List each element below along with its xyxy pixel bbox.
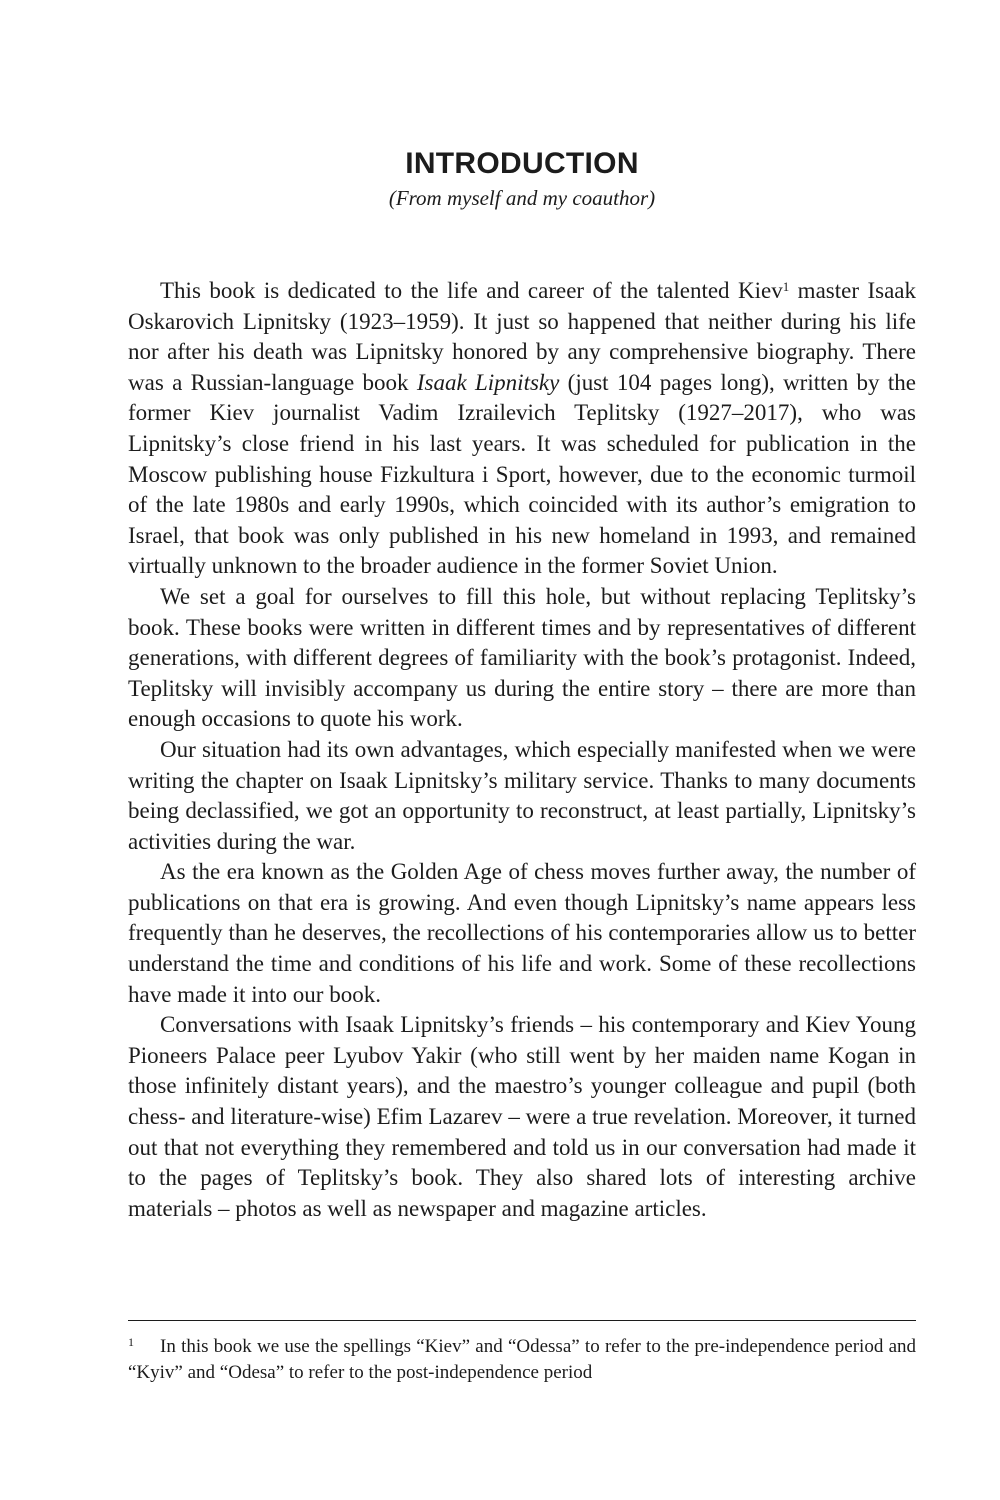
paragraph-2: We set a goal for ourselves to fill this hole, but without replacing Teplitsky’s book. These books were written in different times and by representatives of different generations, with different degrees of familiarity with the book’s protagonist. Indeed, Teplitsky will invisibly accompany us during the entire story – there are more than enough occasions to quote his work.: [128, 583, 916, 732]
paragraph-1-start: This book is dedicated to the life and career of the talented Kiev: [160, 278, 783, 303]
footnote: 1 In this book we use the spellings “Kiev” and “Odessa” to refer to the pre-independence period and “Kyiv” and “Odesa” to refer to the post-independence period: [128, 1335, 916, 1383]
paragraph-1: [128, 276, 916, 582]
book-title-italic: Isaak Lipnitsky: [416, 369, 560, 395]
paragraph-3: Our situation had its own advantages, which especially manifested when we were writing the chapter on Isaak Lipnitsky’s military service. Thanks to many documents being declassified, we got an opportunity to reconstruct, at least partially, Lipnitsky’s activities during the war.: [128, 736, 916, 854]
paragraph-4: As the era known as the Golden Age of chess moves further away, the number of publications on that era is growing. And even though Lipnitsky’s name appears less frequently than he deserves, the recollections of his contemporaries allow us to better understand the time and conditions of his life and work. Some of these recollections have made it into our book.: [128, 859, 916, 1007]
body-text: [128, 276, 916, 1224]
paragraph-1-middle: master Isaak Oskarovich Lipnitsky (1923–1959). It just so happened that neither during his life nor after his death was Lipnitsky honored by any comprehensive biography. There was a Russian-language book: [128, 278, 916, 395]
footnote-reference: 1: [782, 279, 790, 294]
footnote-text: In this book we use the spellings “Kiev” and “Odessa” to refer to the pre-independence period and “Kyiv” and “Odesa” to refer to the post-independence period: [128, 1336, 916, 1383]
paragraph-1-end: (just 104 pages long), written by the former Kiev journalist Vadim Izrailevich Teplitsky (1927–2017), who was Lipnitsky’s close friend in his last years. It was scheduled for publication in the Moscow publishing house Fizkultura i Sport, however, due to the economic turmoil of the late 1980s and early 1990s, which coincided with its author’s emigration to Israel, that book was only published in his new homeland in 1993, and remained virtually unknown to the broader audience in the former Soviet Union.: [128, 369, 916, 579]
chapter-title: INTRODUCTION: [405, 147, 639, 180]
paragraph-5: Conversations with Isaak Lipnitsky’s friends – his contemporary and Kiev Young Pioneers Palace peer Lyubov Yakir (who still went by her maiden name Kogan in those infinitely distant years), and the maestro’s younger colleague and pupil (both chess- and literature-wise) Efim Lazarev – were a true revelation. Moreover, it turned out that not everything they remembered and told us in our conversation had made it to the pages of Teplitsky’s book. They also shared lots of interesting archive materials – photos as well as newspaper and magazine articles.: [128, 1012, 916, 1221]
chapter-subtitle: (From myself and my coauthor): [388, 186, 656, 210]
footnote-divider: [128, 1320, 916, 1321]
